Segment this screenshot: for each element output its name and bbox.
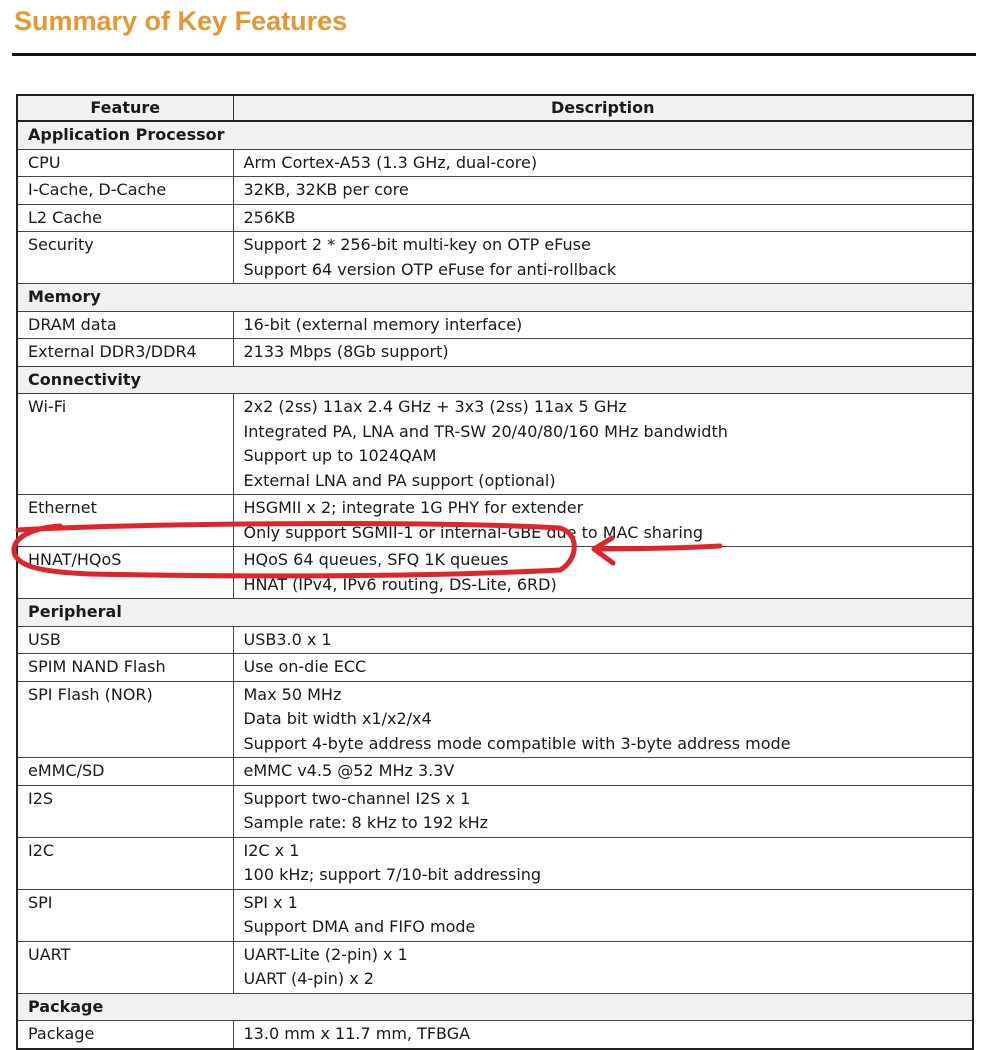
feature-cell: Package	[17, 1021, 233, 1049]
table-row	[17, 941, 973, 993]
table-row	[17, 785, 973, 837]
description-line: Support up to 1024QAM	[243, 446, 437, 465]
table-header-row	[17, 95, 973, 121]
feature-cell: I-Cache, D-Cache	[17, 177, 233, 205]
table-row	[17, 758, 973, 786]
feature-cell: Security	[17, 232, 233, 284]
feature-cell: CPU	[17, 149, 233, 177]
description-line: HNAT (IPv4, IPv6 routing, DS-Lite, 6RD)	[243, 574, 557, 594]
section-row	[17, 599, 973, 627]
description-line: 100 kHz; support 7/10-bit addressing	[243, 865, 542, 884]
description-cell	[233, 149, 973, 177]
section-title: Connectivity	[17, 366, 973, 394]
description-line: External LNA and PA support (optional)	[243, 470, 556, 490]
feature-cell: Wi-Fi	[17, 394, 233, 495]
description-cell	[233, 311, 973, 339]
table-row	[17, 1021, 973, 1049]
feature-cell: SPI Flash (NOR)	[17, 681, 233, 758]
feature-cell: I2S	[17, 785, 233, 837]
description-line: 256KB	[243, 207, 296, 227]
section-title: Memory	[17, 284, 973, 312]
table-row	[17, 837, 973, 889]
description-line: 16-bit (external memory interface)	[243, 314, 523, 334]
description-line: Integrated PA, LNA and TR-SW 20/40/80/160 MHz bandwidth	[243, 421, 728, 441]
description-cell	[233, 837, 973, 889]
description-cell	[233, 785, 973, 837]
feature-cell: UART	[17, 941, 233, 993]
description-line: HQoS 64 queues, SFQ 1K queues	[243, 550, 509, 569]
feature-cell: USB	[17, 626, 233, 654]
feature-cell: SPI	[17, 889, 233, 941]
description-line: Use on-die ECC	[243, 657, 367, 676]
description-line: HSGMII x 2; integrate 1G PHY for extender	[243, 498, 584, 517]
feature-cell: eMMC/SD	[17, 758, 233, 786]
description-cell	[233, 889, 973, 941]
description-line: Support DMA and FIFO mode	[243, 917, 476, 936]
title-divider	[12, 53, 976, 56]
description-cell	[233, 495, 973, 547]
feature-cell: External DDR3/DDR4	[17, 339, 233, 367]
description-cell	[233, 681, 973, 758]
description-cell	[233, 177, 973, 205]
description-line: Data bit width x1/x2/x4	[243, 709, 432, 728]
description-line: eMMC v4.5 @52 MHz 3.3V	[243, 761, 455, 780]
table-row	[17, 495, 973, 547]
feature-cell: I2C	[17, 837, 233, 889]
description-cell	[233, 232, 973, 284]
description-line: Max 50 MHz	[243, 684, 342, 704]
section-row	[17, 284, 973, 312]
feature-cell: HNAT/HQoS	[17, 547, 233, 599]
description-line: Sample rate: 8 kHz to 192 kHz	[243, 813, 489, 832]
table-row	[17, 626, 973, 654]
description-line: UART-Lite (2-pin) x 1	[243, 944, 408, 964]
description-line: Only support SGMII-1 or internal-GBE due to MAC sharing	[243, 522, 704, 542]
description-cell	[233, 626, 973, 654]
description-line: 2x2 (2ss) 11ax 2.4 GHz + 3x3 (2ss) 11ax 5 GHz	[243, 397, 627, 416]
feature-column-header: Feature	[17, 95, 233, 121]
description-cell	[233, 339, 973, 367]
description-line: 32KB, 32KB per core	[243, 180, 409, 199]
section-row	[17, 121, 973, 149]
description-line: USB3.0 x 1	[243, 629, 332, 649]
description-cell	[233, 394, 973, 495]
table-row	[17, 204, 973, 232]
section-title: Application Processor	[17, 121, 973, 149]
description-line: 13.0 mm x 11.7 mm, TFBGA	[243, 1024, 471, 1043]
description-cell	[233, 1021, 973, 1049]
section-row	[17, 993, 973, 1021]
description-cell	[233, 204, 973, 232]
description-cell	[233, 547, 973, 599]
description-line: Support 4-byte address mode compatible with 3-byte address mode	[243, 733, 791, 753]
table-body	[17, 121, 973, 1049]
table-row	[17, 394, 973, 495]
section-title: Package	[17, 993, 973, 1021]
description-line: Arm Cortex-A53 (1.3 GHz, dual-core)	[243, 152, 538, 172]
description-cell	[233, 941, 973, 993]
table-row	[17, 149, 973, 177]
feature-cell: Ethernet	[17, 495, 233, 547]
description-line: UART (4-pin) x 2	[243, 969, 374, 988]
description-line: Support two-channel I2S x 1	[243, 788, 471, 808]
feature-cell: L2 Cache	[17, 204, 233, 232]
table-row	[17, 547, 973, 599]
description-line: I2C x 1	[243, 840, 300, 860]
table-row	[17, 889, 973, 941]
description-column-header: Description	[233, 95, 973, 121]
table-row	[17, 681, 973, 758]
table-row	[17, 311, 973, 339]
features-table	[16, 94, 974, 1050]
table-row	[17, 654, 973, 682]
table-row	[17, 232, 973, 284]
description-line: 2133 Mbps (8Gb support)	[243, 342, 449, 361]
feature-cell: DRAM data	[17, 311, 233, 339]
page-title: Summary of Key Features	[14, 6, 348, 36]
description-cell	[233, 654, 973, 682]
description-line: Support 2 * 256-bit multi-key on OTP eFuse	[243, 235, 591, 254]
section-title: Peripheral	[17, 599, 973, 627]
section-row	[17, 366, 973, 394]
description-line: SPI x 1	[243, 892, 298, 912]
description-cell	[233, 758, 973, 786]
table-row	[17, 177, 973, 205]
table-row	[17, 339, 973, 367]
description-line: Support 64 version OTP eFuse for anti-rollback	[243, 259, 617, 279]
feature-cell: SPIM NAND Flash	[17, 654, 233, 682]
